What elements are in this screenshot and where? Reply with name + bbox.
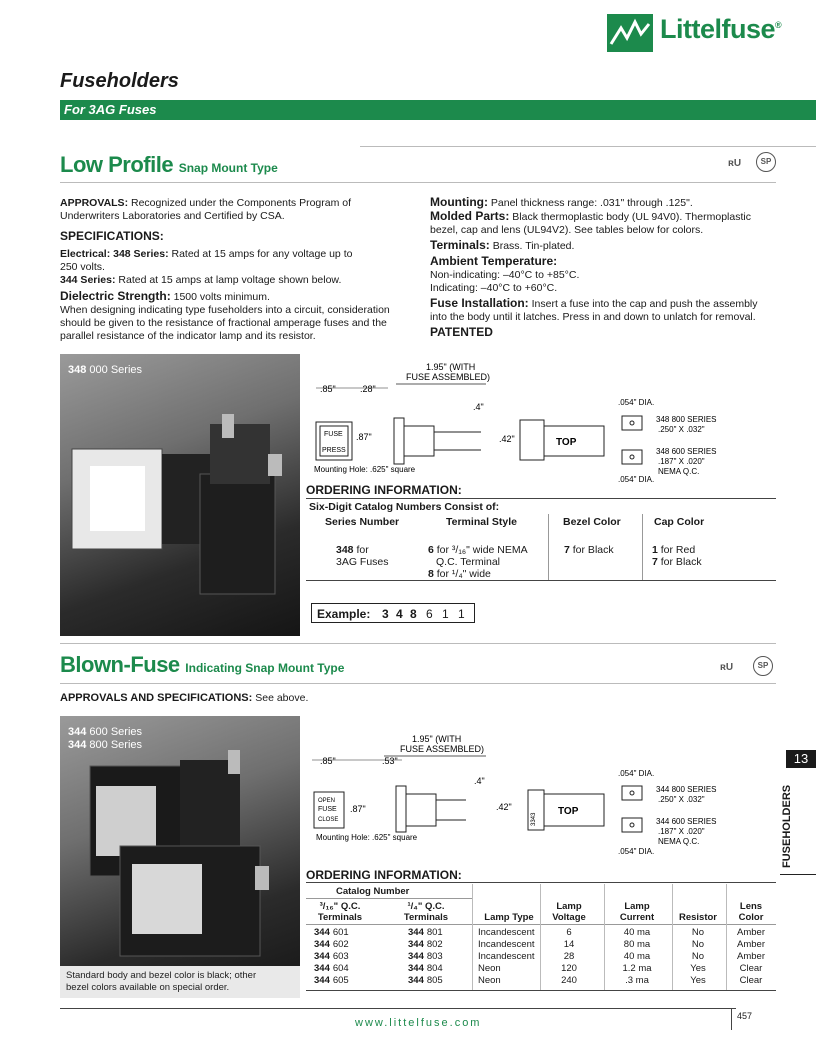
ul-mark-icon: ʀU <box>720 662 734 673</box>
cell-lens: Amber <box>737 951 765 962</box>
cell-b_pre: 344 <box>408 927 424 938</box>
cell-b <box>408 951 468 963</box>
cell-type <box>478 963 540 975</box>
cell-b_pre: 344 <box>408 939 424 950</box>
dia-label-1: .054" DIA. <box>618 769 655 778</box>
cell-a: 601 <box>332 927 349 938</box>
photo-caption: Standard body and bezel color is black; other bezel colors available on special order. <box>60 966 300 998</box>
divider <box>306 990 776 991</box>
example-digit: 1 <box>442 607 449 621</box>
series-cell: 348 for 3AG Fuses <box>336 544 389 568</box>
series-800-label: 344 800 SERIES <box>656 785 717 794</box>
dim-overall-2: FUSE ASSEMBLED) <box>406 372 491 382</box>
cell-a_pre: 344 <box>314 951 330 962</box>
series-600-size: .187" X .020" <box>658 827 705 836</box>
page-title: Fuseholders <box>60 70 179 92</box>
cell-b <box>408 927 468 939</box>
csa-mark-icon: SP <box>753 656 773 676</box>
chapter-tab: 13 <box>786 750 816 768</box>
photo-label: 348 000 Series <box>68 364 143 376</box>
label-top: TOP <box>558 806 579 817</box>
low-profile-title: Low Profile Snap Mount Type <box>60 152 278 177</box>
cell-type: Neon <box>478 963 501 974</box>
cell-voltage: 28 <box>563 951 575 962</box>
col-b-header: ¹/₄" Q.C. Terminals <box>403 901 449 923</box>
example-box: Example: 3 4 8 6 1 1 <box>311 603 475 623</box>
cell-voltage <box>544 951 594 963</box>
label-fuse: FUSE <box>324 431 343 438</box>
col-series: Series Number <box>325 516 400 528</box>
cell-a <box>314 975 374 987</box>
dim-overall: 1.95" (WITH <box>426 362 476 372</box>
cell-resistor: No <box>691 951 705 962</box>
ordering-heading-344: ORDERING INFORMATION: <box>306 868 462 882</box>
table-row <box>306 951 776 963</box>
bezel-cell: 7 for Black <box>564 544 614 556</box>
cell-lens: Amber <box>737 927 765 938</box>
catalog-header: Catalog Number <box>336 886 410 897</box>
cell-voltage <box>544 975 594 987</box>
cell-type: Incandescent <box>478 939 535 950</box>
cell-a: 605 <box>332 975 349 986</box>
col-lamp-type: Lamp Type <box>484 912 534 923</box>
dim-overall: 1.95" (WITH <box>412 734 462 744</box>
cell-voltage: 6 <box>566 927 572 938</box>
dim-h87: .87" <box>356 432 372 442</box>
table-row <box>306 963 776 975</box>
divider <box>306 898 472 899</box>
cell-resistor <box>672 975 724 987</box>
csa-mark-icon: SP <box>756 152 776 172</box>
page-number: 457 <box>737 1011 753 1021</box>
cell-type <box>478 951 540 963</box>
example-digit: 3 <box>382 607 389 621</box>
col-terminal: Terminal Style <box>446 516 517 528</box>
label-top: TOP <box>556 437 577 448</box>
cell-current: 40 ma <box>623 927 651 938</box>
cell-current <box>606 939 668 951</box>
cell-a_pre: 344 <box>314 939 330 950</box>
dim-w85: .85" <box>320 384 336 394</box>
divider <box>306 580 776 581</box>
footer-rule <box>60 1008 736 1009</box>
product-photo-348 <box>60 354 300 636</box>
cell-b <box>408 963 468 975</box>
blown-approvals: APPROVALS AND SPECIFICATIONS: See above. <box>60 692 309 704</box>
series-600-nema: NEMA Q.C. <box>658 467 700 476</box>
dim-h87: .87" <box>350 804 366 814</box>
dim-w85: .85" <box>320 756 336 766</box>
lamp-table <box>306 884 776 990</box>
dim-h42: .42" <box>496 802 512 812</box>
cell-voltage: 240 <box>561 975 577 986</box>
col-current: Lamp Current <box>619 901 655 923</box>
col-resistor: Resistor <box>678 912 717 923</box>
ordering-heading-348: ORDERING INFORMATION: <box>306 483 462 497</box>
cell-type <box>478 927 540 939</box>
cell-b: 804 <box>426 963 443 974</box>
cell-b: 801 <box>426 927 443 938</box>
cell-a_pre: 344 <box>314 927 330 938</box>
cell-b <box>408 939 468 951</box>
dim-h4: .4" <box>474 776 485 786</box>
footer-url-link[interactable]: www.littelfuse.com <box>355 1017 482 1029</box>
divider <box>360 146 816 147</box>
dim-overall-2: FUSE ASSEMBLED) <box>400 744 485 754</box>
cell-lens: Amber <box>737 939 765 950</box>
cell-current <box>606 927 668 939</box>
example-digit: 8 <box>410 607 417 621</box>
cell-b <box>408 975 468 987</box>
series-800-size: .250" X .032" <box>658 425 705 434</box>
terminal-cell: 6 for ³/₁₆" wide NEMA Q.C. Terminal 8 for ¹/₄" wide <box>428 544 528 580</box>
label-fuse: FUSE <box>318 806 337 813</box>
cell-a: 602 <box>332 939 349 950</box>
blown-fuse-title: Blown-Fuse Indicating Snap Mount Type <box>60 652 345 677</box>
cell-current: 1.2 ma <box>622 963 652 974</box>
cell-current <box>606 975 668 987</box>
dia-label-1: .054" DIA. <box>618 398 655 407</box>
cell-type: Incandescent <box>478 927 535 938</box>
photo-label: 344 600 Series 344 800 Series <box>68 726 143 751</box>
series-600-nema: NEMA Q.C. <box>658 837 700 846</box>
series-800-size: .250" X .032" <box>658 795 705 804</box>
series-600-size: .187" X .020" <box>658 457 705 466</box>
cell-current: 40 ma <box>623 951 651 962</box>
cell-a <box>314 951 374 963</box>
label-open: OPEN <box>318 798 336 804</box>
col-a-header: ³/₁₆" Q.C. Terminals <box>317 901 363 923</box>
cell-type: Neon <box>478 975 501 986</box>
cell-current: 80 ma <box>623 939 651 950</box>
cell-resistor <box>672 927 724 939</box>
cell-b_pre: 344 <box>408 963 424 974</box>
divider <box>60 182 776 183</box>
product-photo-344 <box>60 716 300 998</box>
cell-lens <box>728 975 774 987</box>
dim-w53: .53" <box>382 756 398 766</box>
divider <box>306 498 776 499</box>
footer-rule-vertical <box>731 1008 732 1030</box>
col-divider <box>642 514 643 580</box>
col-divider <box>548 514 549 580</box>
section-band-text: For 3AG Fuses <box>64 102 157 117</box>
table-row <box>306 939 776 951</box>
cell-resistor <box>672 951 724 963</box>
cell-voltage: 120 <box>561 963 577 974</box>
cell-type <box>478 975 540 987</box>
ul-mark-icon: ʀU <box>728 158 742 169</box>
section-band <box>60 100 816 120</box>
col-bezel: Bezel Color <box>563 516 621 528</box>
cell-resistor <box>672 939 724 951</box>
cell-resistor: Yes <box>690 963 706 974</box>
cell-lens <box>728 951 774 963</box>
example-digit: 6 <box>426 607 433 621</box>
specifications-block: Electrical: 348 Series: Rated at 15 amps for any voltage up to 250 volts. 344 Series: Rated at 15 amps at lamp voltage shown below. Dielectric Strength: 1500 volts minimum. When designing indicating type fuseholders into a circuit, consideration should be given to the resistance of fractional amperage fuses and the parallel resistance of the indicator lamp and its resistor. <box>60 248 390 342</box>
cell-a <box>314 939 374 951</box>
dim-w28: .28" <box>360 384 376 394</box>
cell-lens <box>728 927 774 939</box>
cell-voltage <box>544 939 594 951</box>
col-cap: Cap Color <box>654 516 705 528</box>
littelfuse-logo-icon <box>607 14 653 52</box>
cell-a_pre: 344 <box>314 975 330 986</box>
brand-logo-text: Littelfuse® <box>660 14 782 44</box>
cell-b: 803 <box>426 951 443 962</box>
col-lens: Lens Color <box>738 901 764 923</box>
mounting-hole-label: Mounting Hole: .625" square <box>314 465 416 474</box>
dia-label-2: .054" DIA. <box>618 475 655 484</box>
cell-a: 604 <box>332 963 349 974</box>
cell-b: 805 <box>426 975 443 986</box>
cap-cell: 1 for Red 7 for Black <box>652 544 702 568</box>
table-row <box>306 927 776 939</box>
example-digit: 1 <box>458 607 465 621</box>
series-600-label: 348 600 SERIES <box>656 447 717 456</box>
specifications-heading: SPECIFICATIONS: <box>60 229 164 243</box>
cell-voltage: 14 <box>563 939 575 950</box>
cell-lens: Clear <box>739 975 763 986</box>
cell-lens: Clear <box>739 963 763 974</box>
specifications-right-block: Mounting: Panel thickness range: .031" through .125". Molded Parts: Black thermoplastic body (UL 94V0). Thermoplastic bezel, cap and lens (UL94V2). See tables below for colors. Terminals: Brass. Tin-plated. Ambient Temperature: Non-indicating: –40°C to +85°C. Indicating: –40°C to +60°C. Fuse Installation: Insert a fuse into the cap and push the assembly into the body until it latches. Press in and down to unlatch for removal. PATENTED <box>430 195 758 339</box>
divider <box>306 924 776 925</box>
divider <box>60 643 776 644</box>
approvals-block: APPROVALS: Recognized under the Components Program of Underwriters Laboratories and Certified by CSA. <box>60 197 352 222</box>
cell-resistor <box>672 963 724 975</box>
cell-a: 603 <box>332 951 349 962</box>
divider <box>306 882 776 883</box>
divider <box>60 683 776 684</box>
dia-label-2: .054" DIA. <box>618 847 655 856</box>
chapter-label: FUSEHOLDERS <box>781 784 793 868</box>
divider <box>780 874 816 875</box>
label-close: CLOSE <box>318 817 339 823</box>
cell-type: Incandescent <box>478 951 535 962</box>
cell-current <box>606 951 668 963</box>
dim-h4: .4" <box>473 402 484 412</box>
dimension-drawing-344 <box>306 730 726 860</box>
cell-voltage <box>544 963 594 975</box>
series-800-label: 348 800 SERIES <box>656 415 717 424</box>
example-digit: 4 <box>396 607 403 621</box>
mounting-hole-label: Mounting Hole: .625" square <box>316 833 418 842</box>
cell-a <box>314 927 374 939</box>
cell-resistor: No <box>691 939 705 950</box>
cell-current: .3 ma <box>625 975 649 986</box>
catalog-subtitle: Six-Digit Catalog Numbers Consist of: <box>309 501 500 513</box>
cell-a <box>314 963 374 975</box>
cell-a_pre: 344 <box>314 963 330 974</box>
table-row <box>306 975 776 987</box>
cell-current <box>606 963 668 975</box>
cell-voltage <box>544 927 594 939</box>
cell-lens <box>728 939 774 951</box>
dimension-drawing-348 <box>306 360 726 490</box>
cell-resistor: No <box>691 927 705 938</box>
col-voltage: Lamp Voltage <box>552 901 586 923</box>
label-side: 3343 <box>531 812 537 826</box>
series-600-label: 344 600 SERIES <box>656 817 717 826</box>
cell-type <box>478 939 540 951</box>
cell-b_pre: 344 <box>408 975 424 986</box>
cell-lens <box>728 963 774 975</box>
cell-resistor: Yes <box>690 975 706 986</box>
cell-b_pre: 344 <box>408 951 424 962</box>
label-press: PRESS <box>322 447 346 454</box>
dim-h42: .42" <box>499 434 515 444</box>
cell-b: 802 <box>426 939 443 950</box>
